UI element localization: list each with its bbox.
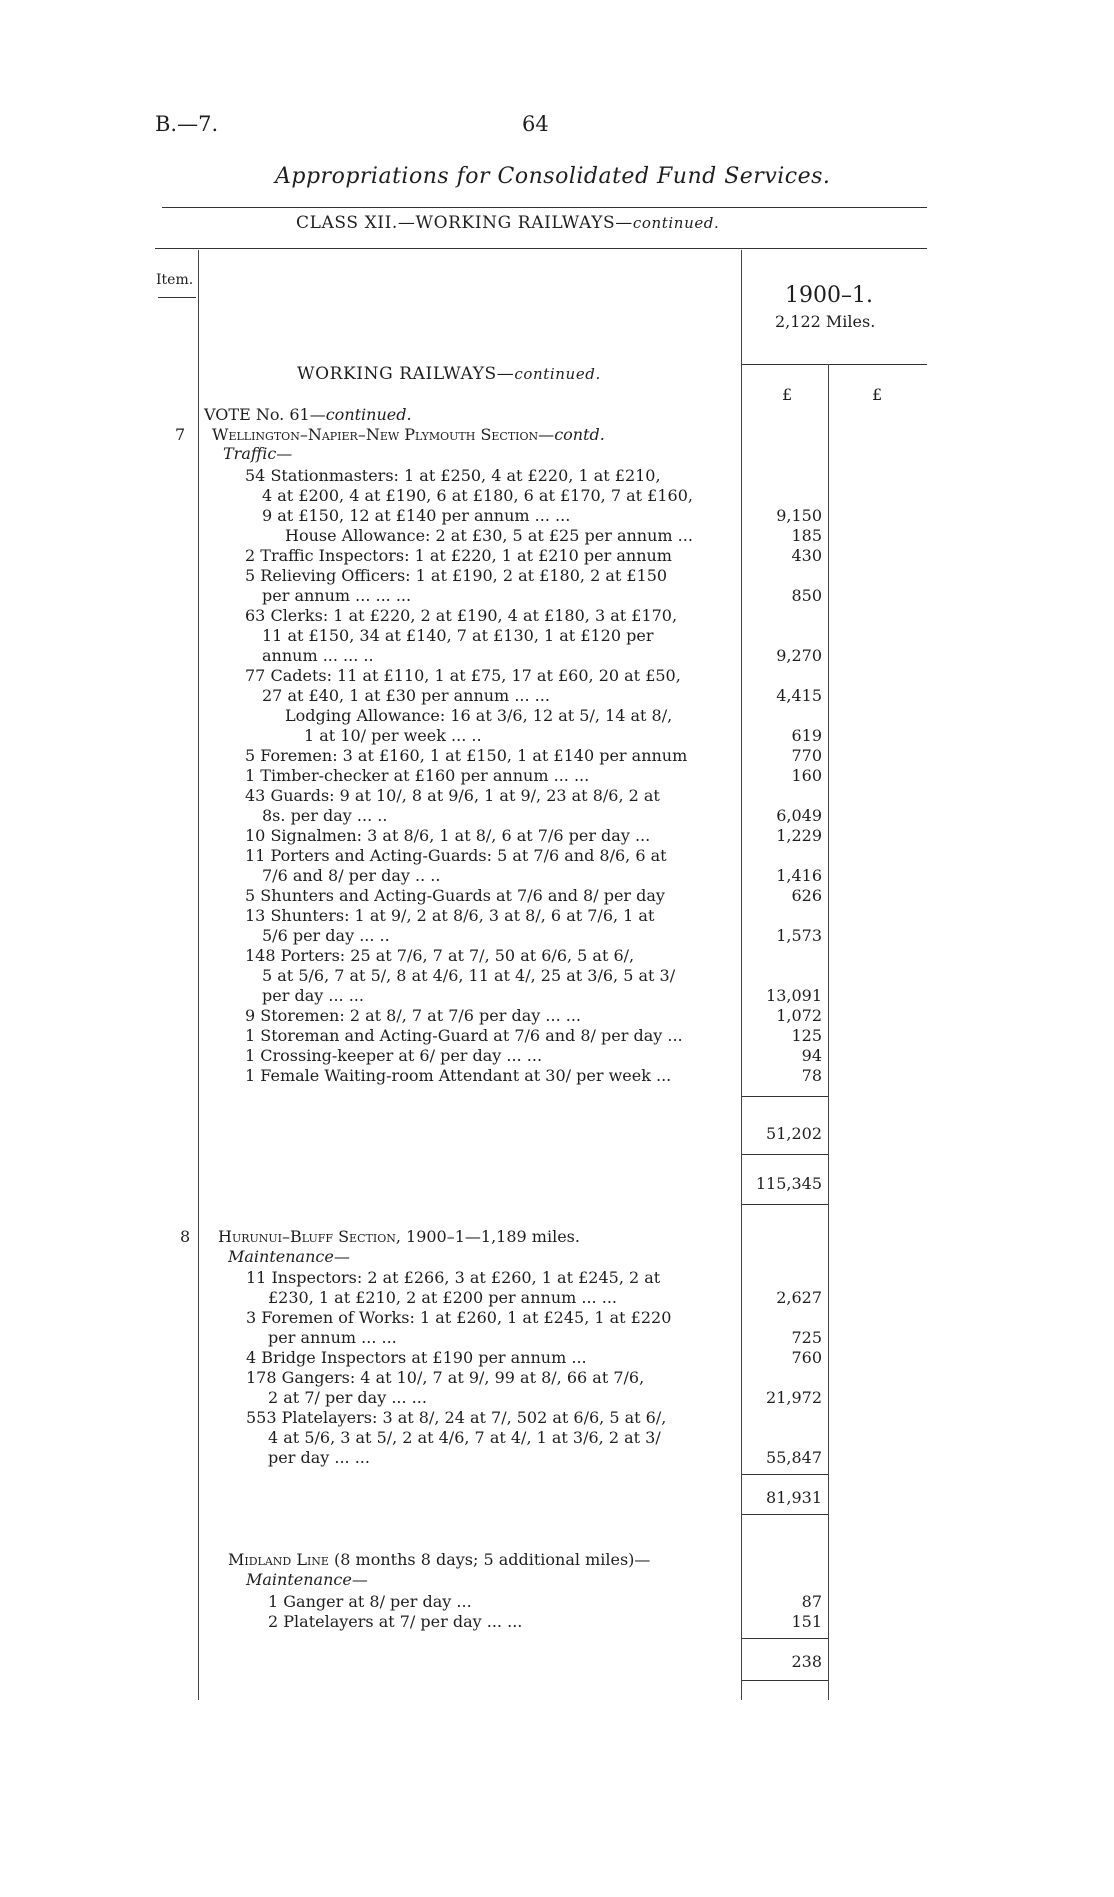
amount-cell: 626 (791, 886, 822, 905)
midland-subtotal-rule (742, 1680, 828, 1681)
item-column-header: Item. (156, 272, 194, 288)
list-item: 3 Foremen of Works: 1 at £260, 1 at £245, 1 at £220 (246, 1308, 672, 1327)
title-rule (162, 207, 927, 208)
amount-cell: 1,573 (776, 926, 822, 945)
item-7-subtotal: 51,202 (766, 1124, 822, 1143)
amount-header-rule (741, 364, 927, 365)
item-7-subtotal-rule (742, 1154, 828, 1155)
amount-cell: 160 (791, 766, 822, 785)
list-item: 178 Gangers: 4 at 10/, 7 at 9/, 99 at 8/, 66 at 7/6, (246, 1368, 645, 1387)
list-item: annum ... ... .. (262, 646, 374, 665)
list-item: 1 Timber-checker at £160 per annum ... ... (245, 766, 590, 785)
list-item: 5 Relieving Officers: 1 at £190, 2 at £180, 2 at £150 (245, 566, 668, 585)
year-header: 1900–1. (785, 283, 873, 308)
list-item: 54 Stationmasters: 1 at £250, 4 at £220, 1 at £210, (245, 466, 661, 485)
list-item: 5 at 5/6, 7 at 5/, 8 at 4/6, 11 at 4/, 25 at 3/6, 5 at 3/ (262, 966, 676, 985)
item-7-title: Wellington–Napier–New Plymouth Section—contd. (212, 425, 605, 444)
amount-cell: 1,229 (776, 826, 822, 845)
list-item: 11 at £150, 34 at £140, 7 at £130, 1 at £120 per (262, 626, 654, 645)
list-item: 1 Crossing-keeper at 6/ per day ... ... (245, 1046, 543, 1065)
class-heading: CLASS XII.—WORKING RAILWAYS—continued. (296, 213, 720, 233)
subtotal-column-rule (828, 364, 829, 1700)
list-item: 27 at £40, 1 at £30 per annum ... ... (262, 686, 550, 705)
list-item: 4 at 5/6, 3 at 5/, 2 at 4/6, 7 at 4/, 1 at 3/6, 2 at 3/ (268, 1428, 661, 1447)
amount-column-rule (741, 250, 742, 1700)
list-item: 1 Ganger at 8/ per day ... (268, 1592, 472, 1611)
list-item: 63 Clerks: 1 at £220, 2 at £190, 4 at £180, 3 at £170, (245, 606, 678, 625)
item-8-subtotal: 81,931 (766, 1488, 822, 1507)
document-code: B.—7. (155, 112, 219, 136)
amount-cell: 21,972 (766, 1388, 822, 1407)
list-item: 2 Platelayers at 7/ per day ... ... (268, 1612, 523, 1631)
amount-cell: 9,150 (776, 506, 822, 525)
amount-cell: 850 (791, 586, 822, 605)
list-item: £230, 1 at £210, 2 at £200 per annum ... ... (268, 1288, 617, 1307)
list-item: 5 Shunters and Acting-Guards at 7/6 and 8/ per day (245, 886, 665, 905)
item-7-total: 115,345 (755, 1174, 822, 1193)
item-8-subhead: Maintenance— (228, 1247, 350, 1266)
list-item: 77 Cadets: 11 at £110, 1 at £75, 17 at £60, 20 at £50, (245, 666, 681, 685)
list-item: per day ... ... (268, 1448, 370, 1467)
miles-header: 2,122 Miles. (775, 312, 876, 331)
item-7-subhead: Traffic— (223, 444, 293, 463)
amount-cell: 725 (791, 1328, 822, 1347)
item-number-7: 7 (175, 425, 186, 444)
amount-cell: 185 (791, 526, 822, 545)
amount-cell: 13,091 (766, 986, 822, 1005)
list-item: House Allowance: 2 at £30, 5 at £25 per annum ... (285, 526, 693, 545)
item-column-rule (198, 250, 199, 1700)
list-item: 11 Inspectors: 2 at £266, 3 at £260, 1 at £245, 2 at (246, 1268, 661, 1287)
amount-cell: 619 (791, 726, 822, 745)
item-header-rule (158, 297, 196, 298)
list-item: 8s. per day ... .. (262, 806, 388, 825)
item-7-total-rule (742, 1204, 828, 1205)
amount-cell: 770 (791, 746, 822, 765)
amount-cell: 94 (801, 1046, 822, 1065)
list-item: 4 at £200, 4 at £190, 6 at £180, 6 at £170, 7 at £160, (262, 486, 693, 505)
amount-cell: 6,049 (776, 806, 822, 825)
list-item: 10 Signalmen: 3 at 8/6, 1 at 8/, 6 at 7/6 per day ... (245, 826, 651, 845)
list-item: per annum ... ... ... (262, 586, 412, 605)
list-item: per annum ... ... (268, 1328, 397, 1347)
amount-cell: 9,270 (776, 646, 822, 665)
list-item: 9 at £150, 12 at £140 per annum ... ... (262, 506, 571, 525)
vote-heading: VOTE No. 61—continued. (204, 405, 412, 424)
list-item: 4 Bridge Inspectors at £190 per annum ... (246, 1348, 587, 1367)
list-item: 5 Foremen: 3 at £160, 1 at £150, 1 at £140 per annum (245, 746, 688, 765)
item-number-8: 8 (180, 1227, 191, 1246)
list-item: Lodging Allowance: 16 at 3/6, 12 at 5/, 14 at 8/, (285, 706, 673, 725)
amount-cell: 2,627 (776, 1288, 822, 1307)
page-title: Appropriations for Consolidated Fund Services. (275, 164, 831, 189)
list-item: 2 Traffic Inspectors: 1 at £220, 1 at £210 per annum (245, 546, 672, 565)
amount-cell: 760 (791, 1348, 822, 1367)
page-number: 64 (522, 112, 549, 136)
list-item: per day ... ... (262, 986, 364, 1005)
pound-sign-1: £ (782, 385, 793, 404)
list-item: 148 Porters: 25 at 7/6, 7 at 7/, 50 at 6/6, 5 at 6/, (245, 946, 635, 965)
list-item: 2 at 7/ per day ... ... (268, 1388, 427, 1407)
list-item: 43 Guards: 9 at 10/, 8 at 9/6, 1 at 9/, 23 at 8/6, 2 at (245, 786, 660, 805)
list-item: 1 Storeman and Acting-Guard at 7/6 and 8/ per day ... (245, 1026, 683, 1045)
amount-cell: 430 (791, 546, 822, 565)
midland-subtotal: 238 (791, 1652, 822, 1671)
amount-cell: 151 (791, 1612, 822, 1631)
list-item: 9 Storemen: 2 at 8/, 7 at 7/6 per day ... ... (245, 1006, 581, 1025)
item-8-title: Hurunui–Bluff Section, 1900–1—1,189 miles. (218, 1227, 580, 1246)
amount-cell: 55,847 (766, 1448, 822, 1467)
list-item: 1 Female Waiting-room Attendant at 30/ per week ... (245, 1066, 672, 1085)
list-item: 7/6 and 8/ per day .. .. (262, 866, 441, 885)
pound-sign-2: £ (872, 385, 883, 404)
amount-cell: 87 (801, 1592, 822, 1611)
section-heading: WORKING RAILWAYS—continued. (297, 364, 601, 384)
amount-cell: 78 (801, 1066, 822, 1085)
list-item: 553 Platelayers: 3 at 8/, 24 at 7/, 502 at 6/6, 5 at 6/, (246, 1408, 667, 1427)
table-top-rule (155, 248, 927, 249)
list-item: 5/6 per day ... .. (262, 926, 390, 945)
item-8-subtotal-rule (742, 1514, 828, 1515)
midland-subhead: Maintenance— (246, 1570, 368, 1589)
item-8-sum-rule (742, 1474, 828, 1475)
list-item: 11 Porters and Acting-Guards: 5 at 7/6 and 8/6, 6 at (245, 846, 667, 865)
midland-sum-rule (742, 1638, 828, 1639)
amount-cell: 4,415 (776, 686, 822, 705)
item-7-sum-rule (742, 1096, 828, 1097)
amount-cell: 125 (791, 1026, 822, 1045)
amount-cell: 1,072 (776, 1006, 822, 1025)
list-item: 13 Shunters: 1 at 9/, 2 at 8/6, 3 at 8/, 6 at 7/6, 1 at (245, 906, 655, 925)
list-item: 1 at 10/ per week ... .. (304, 726, 482, 745)
midland-title: Midland Line (8 months 8 days; 5 additional miles)— (228, 1550, 651, 1569)
amount-cell: 1,416 (776, 866, 822, 885)
